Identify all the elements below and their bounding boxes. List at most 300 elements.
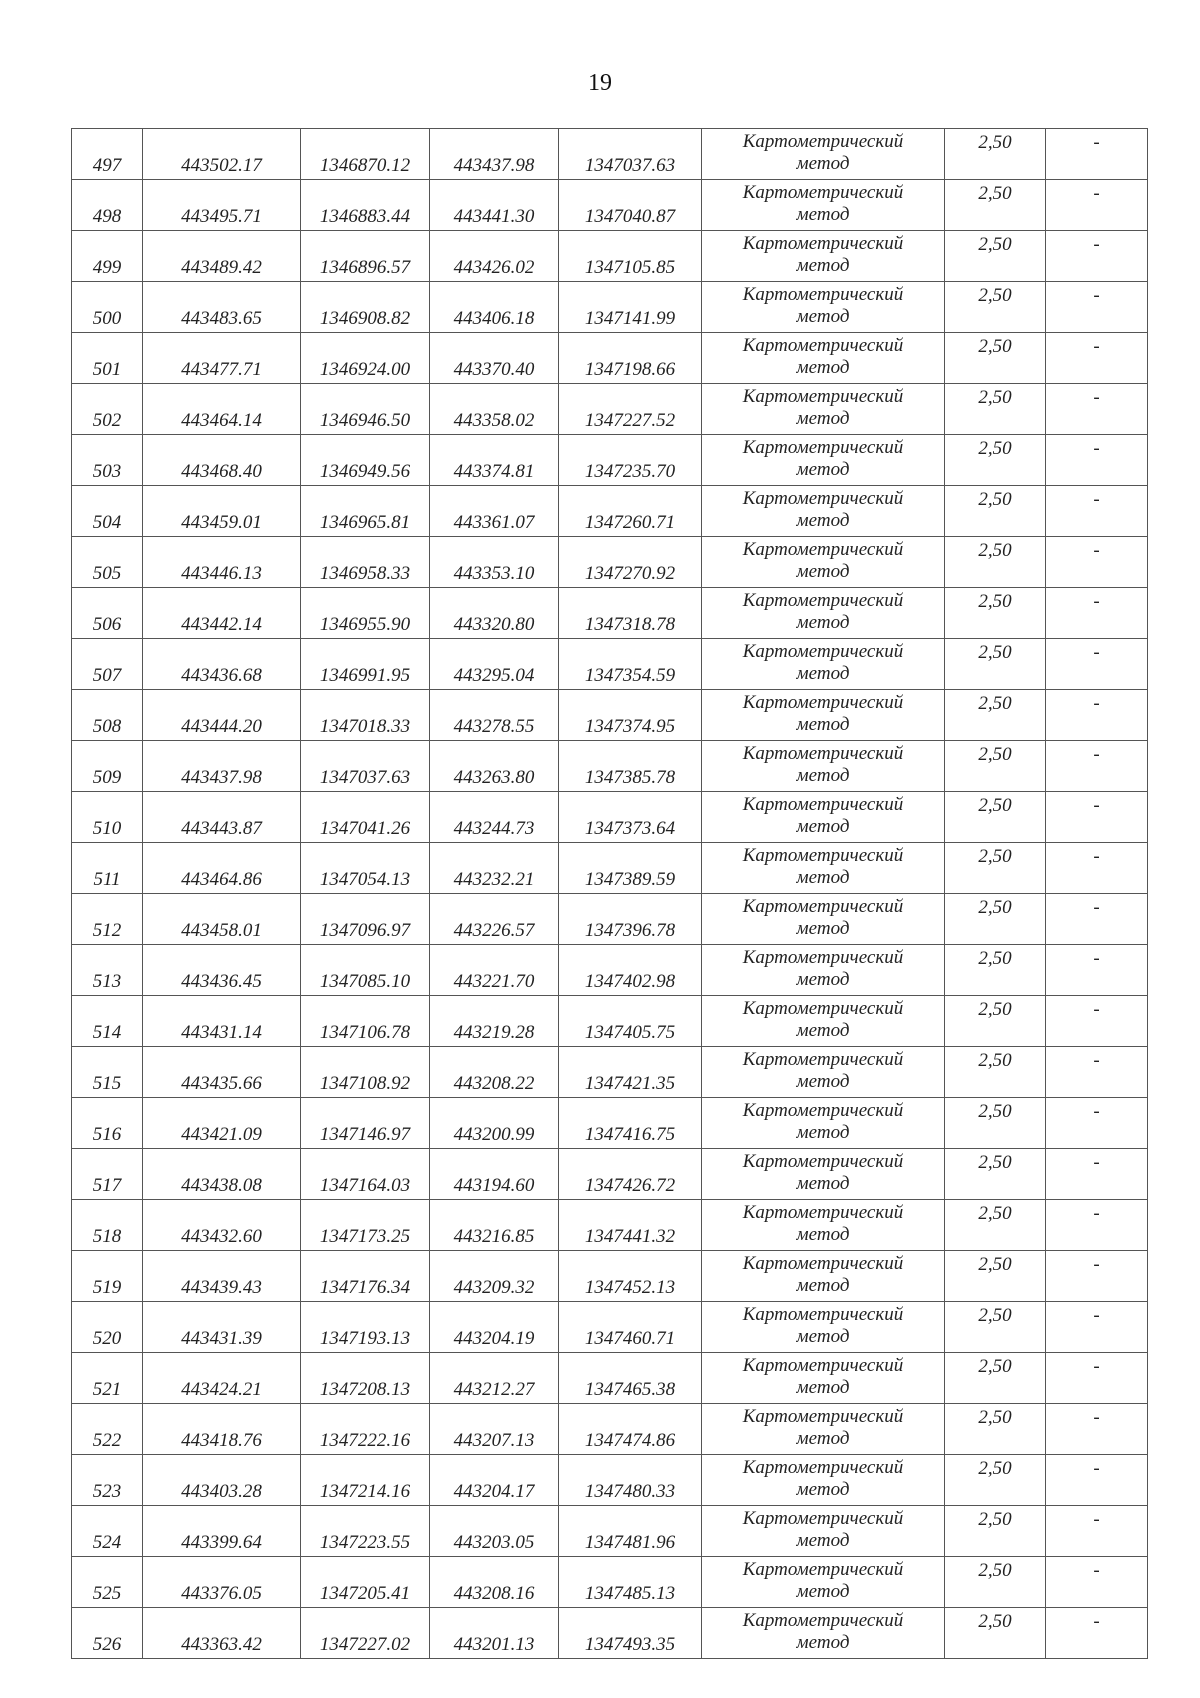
accuracy-cell: 2,50 bbox=[945, 639, 1046, 690]
new-x-cell: 443437.98 bbox=[430, 129, 559, 180]
note-cell: - bbox=[1046, 1149, 1148, 1200]
accuracy-cell: 2,50 bbox=[945, 1557, 1046, 1608]
existing-x-cell: 443403.28 bbox=[143, 1455, 301, 1506]
note-cell: - bbox=[1046, 537, 1148, 588]
method-line-1: Картометрический bbox=[742, 1202, 904, 1223]
table-row bbox=[72, 1404, 1148, 1455]
existing-x-cell: 443435.66 bbox=[143, 1047, 301, 1098]
method-line-1: Картометрический bbox=[742, 845, 904, 866]
method-cell bbox=[702, 1200, 945, 1251]
existing-x-cell: 443446.13 bbox=[143, 537, 301, 588]
existing-y-cell: 1347018.33 bbox=[301, 690, 430, 741]
new-x-cell: 443295.04 bbox=[430, 639, 559, 690]
accuracy-cell: 2,50 bbox=[945, 180, 1046, 231]
new-x-cell: 443200.99 bbox=[430, 1098, 559, 1149]
method-line-1: Картометрический bbox=[742, 743, 904, 764]
point-number-cell: 501 bbox=[72, 333, 143, 384]
method-line-2: метод bbox=[796, 1224, 850, 1245]
existing-x-cell: 443424.21 bbox=[143, 1353, 301, 1404]
new-y-cell: 1347037.63 bbox=[559, 129, 702, 180]
accuracy-cell: 2,50 bbox=[945, 945, 1046, 996]
table-row bbox=[72, 1353, 1148, 1404]
method-line-2: метод bbox=[796, 1428, 850, 1449]
point-number-cell: 512 bbox=[72, 894, 143, 945]
note-cell: - bbox=[1046, 1608, 1148, 1659]
method-line-1: Картометрический bbox=[742, 998, 904, 1019]
existing-x-cell: 443432.60 bbox=[143, 1200, 301, 1251]
accuracy-cell: 2,50 bbox=[945, 1098, 1046, 1149]
existing-x-cell: 443443.87 bbox=[143, 792, 301, 843]
accuracy-cell: 2,50 bbox=[945, 690, 1046, 741]
existing-x-cell: 443464.14 bbox=[143, 384, 301, 435]
existing-y-cell: 1346949.56 bbox=[301, 435, 430, 486]
existing-y-cell: 1346965.81 bbox=[301, 486, 430, 537]
existing-x-cell: 443459.01 bbox=[143, 486, 301, 537]
note-cell: - bbox=[1046, 1353, 1148, 1404]
method-cell bbox=[702, 690, 945, 741]
note-cell: - bbox=[1046, 741, 1148, 792]
method-cell bbox=[702, 894, 945, 945]
accuracy-cell: 2,50 bbox=[945, 1251, 1046, 1302]
note-cell: - bbox=[1046, 792, 1148, 843]
new-y-cell: 1347385.78 bbox=[559, 741, 702, 792]
new-y-cell: 1347141.99 bbox=[559, 282, 702, 333]
new-y-cell: 1347260.71 bbox=[559, 486, 702, 537]
new-x-cell: 443208.22 bbox=[430, 1047, 559, 1098]
method-line-1: Картометрический bbox=[742, 590, 904, 611]
method-line-1: Картометрический bbox=[742, 947, 904, 968]
point-number-cell: 510 bbox=[72, 792, 143, 843]
new-y-cell: 1347270.92 bbox=[559, 537, 702, 588]
method-cell bbox=[702, 792, 945, 843]
new-x-cell: 443358.02 bbox=[430, 384, 559, 435]
accuracy-cell: 2,50 bbox=[945, 792, 1046, 843]
existing-y-cell: 1347108.92 bbox=[301, 1047, 430, 1098]
new-y-cell: 1347402.98 bbox=[559, 945, 702, 996]
existing-y-cell: 1346896.57 bbox=[301, 231, 430, 282]
existing-y-cell: 1347085.10 bbox=[301, 945, 430, 996]
table-row bbox=[72, 588, 1148, 639]
note-cell: - bbox=[1046, 1251, 1148, 1302]
point-number-cell: 515 bbox=[72, 1047, 143, 1098]
point-number-cell: 521 bbox=[72, 1353, 143, 1404]
table-row bbox=[72, 1098, 1148, 1149]
method-line-2: метод bbox=[796, 1122, 850, 1143]
note-cell: - bbox=[1046, 384, 1148, 435]
existing-x-cell: 443439.43 bbox=[143, 1251, 301, 1302]
method-cell bbox=[702, 1353, 945, 1404]
accuracy-cell: 2,50 bbox=[945, 588, 1046, 639]
accuracy-cell: 2,50 bbox=[945, 741, 1046, 792]
new-x-cell: 443203.05 bbox=[430, 1506, 559, 1557]
point-number-cell: 509 bbox=[72, 741, 143, 792]
method-line-1: Картометрический bbox=[742, 233, 904, 254]
existing-y-cell: 1347227.02 bbox=[301, 1608, 430, 1659]
new-y-cell: 1347416.75 bbox=[559, 1098, 702, 1149]
note-cell: - bbox=[1046, 180, 1148, 231]
existing-y-cell: 1347173.25 bbox=[301, 1200, 430, 1251]
table-row bbox=[72, 231, 1148, 282]
existing-y-cell: 1347041.26 bbox=[301, 792, 430, 843]
method-cell bbox=[702, 1047, 945, 1098]
method-line-1: Картометрический bbox=[742, 896, 904, 917]
method-line-2: метод bbox=[796, 459, 850, 480]
new-x-cell: 443207.13 bbox=[430, 1404, 559, 1455]
note-cell: - bbox=[1046, 231, 1148, 282]
existing-x-cell: 443436.45 bbox=[143, 945, 301, 996]
method-line-1: Картометрический bbox=[742, 641, 904, 662]
accuracy-cell: 2,50 bbox=[945, 1404, 1046, 1455]
method-cell bbox=[702, 843, 945, 894]
method-line-2: метод bbox=[796, 918, 850, 939]
method-cell bbox=[702, 231, 945, 282]
method-cell bbox=[702, 741, 945, 792]
point-number-cell: 511 bbox=[72, 843, 143, 894]
point-number-cell: 504 bbox=[72, 486, 143, 537]
table-row bbox=[72, 792, 1148, 843]
existing-x-cell: 443431.39 bbox=[143, 1302, 301, 1353]
point-number-cell: 518 bbox=[72, 1200, 143, 1251]
point-number-cell: 513 bbox=[72, 945, 143, 996]
new-x-cell: 443353.10 bbox=[430, 537, 559, 588]
method-line-1: Картометрический bbox=[742, 284, 904, 305]
method-line-1: Картометрический bbox=[742, 335, 904, 356]
method-line-2: метод bbox=[796, 1173, 850, 1194]
method-line-2: метод bbox=[796, 1275, 850, 1296]
accuracy-cell: 2,50 bbox=[945, 333, 1046, 384]
point-number-cell: 505 bbox=[72, 537, 143, 588]
existing-x-cell: 443483.65 bbox=[143, 282, 301, 333]
method-line-2: метод bbox=[796, 204, 850, 225]
accuracy-cell: 2,50 bbox=[945, 1353, 1046, 1404]
note-cell: - bbox=[1046, 333, 1148, 384]
point-number-cell: 520 bbox=[72, 1302, 143, 1353]
method-line-2: метод bbox=[796, 867, 850, 888]
method-line-1: Картометрический bbox=[742, 1049, 904, 1070]
accuracy-cell: 2,50 bbox=[945, 1455, 1046, 1506]
table-row bbox=[72, 843, 1148, 894]
existing-x-cell: 443438.08 bbox=[143, 1149, 301, 1200]
method-cell bbox=[702, 945, 945, 996]
new-x-cell: 443212.27 bbox=[430, 1353, 559, 1404]
existing-y-cell: 1347208.13 bbox=[301, 1353, 430, 1404]
new-x-cell: 443209.32 bbox=[430, 1251, 559, 1302]
new-x-cell: 443194.60 bbox=[430, 1149, 559, 1200]
existing-x-cell: 443477.71 bbox=[143, 333, 301, 384]
method-line-2: метод bbox=[796, 1020, 850, 1041]
accuracy-cell: 2,50 bbox=[945, 843, 1046, 894]
note-cell: - bbox=[1046, 639, 1148, 690]
method-cell bbox=[702, 1506, 945, 1557]
point-number-cell: 506 bbox=[72, 588, 143, 639]
method-line-2: метод bbox=[796, 255, 850, 276]
note-cell: - bbox=[1046, 1455, 1148, 1506]
table-row bbox=[72, 996, 1148, 1047]
method-cell bbox=[702, 1251, 945, 1302]
table-row bbox=[72, 1557, 1148, 1608]
new-x-cell: 443204.19 bbox=[430, 1302, 559, 1353]
method-cell bbox=[702, 282, 945, 333]
new-x-cell: 443320.80 bbox=[430, 588, 559, 639]
new-y-cell: 1347452.13 bbox=[559, 1251, 702, 1302]
new-y-cell: 1347396.78 bbox=[559, 894, 702, 945]
method-cell bbox=[702, 537, 945, 588]
method-line-1: Картометрический bbox=[742, 1559, 904, 1580]
point-number-cell: 516 bbox=[72, 1098, 143, 1149]
existing-x-cell: 443437.98 bbox=[143, 741, 301, 792]
table-row bbox=[72, 1302, 1148, 1353]
existing-y-cell: 1346946.50 bbox=[301, 384, 430, 435]
existing-y-cell: 1346883.44 bbox=[301, 180, 430, 231]
method-line-1: Картометрический bbox=[742, 1406, 904, 1427]
new-x-cell: 443406.18 bbox=[430, 282, 559, 333]
new-y-cell: 1347481.96 bbox=[559, 1506, 702, 1557]
note-cell: - bbox=[1046, 690, 1148, 741]
existing-y-cell: 1346991.95 bbox=[301, 639, 430, 690]
method-cell bbox=[702, 1404, 945, 1455]
method-cell bbox=[702, 435, 945, 486]
point-number-cell: 503 bbox=[72, 435, 143, 486]
method-line-1: Картометрический bbox=[742, 794, 904, 815]
method-cell bbox=[702, 1098, 945, 1149]
method-line-2: метод bbox=[796, 153, 850, 174]
point-number-cell: 500 bbox=[72, 282, 143, 333]
method-line-1: Картометрический bbox=[742, 131, 904, 152]
method-cell bbox=[702, 180, 945, 231]
method-line-1: Картометрический bbox=[742, 692, 904, 713]
point-number-cell: 514 bbox=[72, 996, 143, 1047]
table-row bbox=[72, 180, 1148, 231]
note-cell: - bbox=[1046, 996, 1148, 1047]
table-row bbox=[72, 1251, 1148, 1302]
new-y-cell: 1347480.33 bbox=[559, 1455, 702, 1506]
accuracy-cell: 2,50 bbox=[945, 1200, 1046, 1251]
method-line-1: Картометрический bbox=[742, 1355, 904, 1376]
method-line-1: Картометрический bbox=[742, 539, 904, 560]
note-cell: - bbox=[1046, 1506, 1148, 1557]
note-cell: - bbox=[1046, 894, 1148, 945]
accuracy-cell: 2,50 bbox=[945, 1302, 1046, 1353]
point-number-cell: 502 bbox=[72, 384, 143, 435]
method-line-1: Картометрический bbox=[742, 1100, 904, 1121]
new-x-cell: 443219.28 bbox=[430, 996, 559, 1047]
new-y-cell: 1347227.52 bbox=[559, 384, 702, 435]
table-row bbox=[72, 282, 1148, 333]
existing-x-cell: 443421.09 bbox=[143, 1098, 301, 1149]
method-line-1: Картометрический bbox=[742, 182, 904, 203]
new-x-cell: 443208.16 bbox=[430, 1557, 559, 1608]
accuracy-cell: 2,50 bbox=[945, 231, 1046, 282]
page-number: 19 bbox=[588, 70, 612, 96]
method-line-2: метод bbox=[796, 663, 850, 684]
new-y-cell: 1347474.86 bbox=[559, 1404, 702, 1455]
existing-y-cell: 1346924.00 bbox=[301, 333, 430, 384]
accuracy-cell: 2,50 bbox=[945, 1149, 1046, 1200]
point-number-cell: 497 bbox=[72, 129, 143, 180]
existing-y-cell: 1347205.41 bbox=[301, 1557, 430, 1608]
table-row bbox=[72, 333, 1148, 384]
new-x-cell: 443201.13 bbox=[430, 1608, 559, 1659]
new-x-cell: 443374.81 bbox=[430, 435, 559, 486]
note-cell: - bbox=[1046, 1200, 1148, 1251]
new-x-cell: 443204.17 bbox=[430, 1455, 559, 1506]
point-number-cell: 525 bbox=[72, 1557, 143, 1608]
note-cell: - bbox=[1046, 588, 1148, 639]
method-cell bbox=[702, 1149, 945, 1200]
new-x-cell: 443216.85 bbox=[430, 1200, 559, 1251]
table-row bbox=[72, 384, 1148, 435]
existing-x-cell: 443431.14 bbox=[143, 996, 301, 1047]
existing-x-cell: 443502.17 bbox=[143, 129, 301, 180]
method-line-1: Картометрический bbox=[742, 1610, 904, 1631]
point-number-cell: 526 bbox=[72, 1608, 143, 1659]
method-line-2: метод bbox=[796, 969, 850, 990]
accuracy-cell: 2,50 bbox=[945, 384, 1046, 435]
accuracy-cell: 2,50 bbox=[945, 129, 1046, 180]
method-line-2: метод bbox=[796, 816, 850, 837]
new-x-cell: 443221.70 bbox=[430, 945, 559, 996]
new-x-cell: 443441.30 bbox=[430, 180, 559, 231]
new-x-cell: 443244.73 bbox=[430, 792, 559, 843]
existing-x-cell: 443489.42 bbox=[143, 231, 301, 282]
existing-x-cell: 443442.14 bbox=[143, 588, 301, 639]
accuracy-cell: 2,50 bbox=[945, 435, 1046, 486]
table-row bbox=[72, 1047, 1148, 1098]
note-cell: - bbox=[1046, 435, 1148, 486]
coordinates-table bbox=[71, 128, 1148, 1659]
existing-x-cell: 443376.05 bbox=[143, 1557, 301, 1608]
existing-y-cell: 1346908.82 bbox=[301, 282, 430, 333]
table-row bbox=[72, 435, 1148, 486]
method-cell bbox=[702, 588, 945, 639]
point-number-cell: 522 bbox=[72, 1404, 143, 1455]
point-number-cell: 523 bbox=[72, 1455, 143, 1506]
table-row bbox=[72, 690, 1148, 741]
method-line-2: метод bbox=[796, 408, 850, 429]
table-body bbox=[72, 129, 1148, 1659]
method-line-2: метод bbox=[796, 1326, 850, 1347]
point-number-cell: 519 bbox=[72, 1251, 143, 1302]
point-number-cell: 524 bbox=[72, 1506, 143, 1557]
method-line-2: метод bbox=[796, 612, 850, 633]
new-y-cell: 1347373.64 bbox=[559, 792, 702, 843]
existing-x-cell: 443363.42 bbox=[143, 1608, 301, 1659]
existing-y-cell: 1347214.16 bbox=[301, 1455, 430, 1506]
note-cell: - bbox=[1046, 1557, 1148, 1608]
method-line-1: Картометрический bbox=[742, 488, 904, 509]
existing-y-cell: 1347176.34 bbox=[301, 1251, 430, 1302]
new-y-cell: 1347040.87 bbox=[559, 180, 702, 231]
table-row bbox=[72, 537, 1148, 588]
new-y-cell: 1347405.75 bbox=[559, 996, 702, 1047]
new-y-cell: 1347421.35 bbox=[559, 1047, 702, 1098]
method-line-2: метод bbox=[796, 1581, 850, 1602]
existing-y-cell: 1346870.12 bbox=[301, 129, 430, 180]
existing-x-cell: 443418.76 bbox=[143, 1404, 301, 1455]
new-x-cell: 443263.80 bbox=[430, 741, 559, 792]
new-x-cell: 443361.07 bbox=[430, 486, 559, 537]
accuracy-cell: 2,50 bbox=[945, 894, 1046, 945]
new-y-cell: 1347354.59 bbox=[559, 639, 702, 690]
point-number-cell: 507 bbox=[72, 639, 143, 690]
table-row bbox=[72, 741, 1148, 792]
accuracy-cell: 2,50 bbox=[945, 486, 1046, 537]
table-row bbox=[72, 1608, 1148, 1659]
new-y-cell: 1347389.59 bbox=[559, 843, 702, 894]
method-line-2: метод bbox=[796, 561, 850, 582]
new-x-cell: 443232.21 bbox=[430, 843, 559, 894]
method-cell bbox=[702, 486, 945, 537]
method-line-1: Картометрический bbox=[742, 1508, 904, 1529]
note-cell: - bbox=[1046, 486, 1148, 537]
new-x-cell: 443226.57 bbox=[430, 894, 559, 945]
note-cell: - bbox=[1046, 129, 1148, 180]
note-cell: - bbox=[1046, 1404, 1148, 1455]
existing-y-cell: 1347037.63 bbox=[301, 741, 430, 792]
accuracy-cell: 2,50 bbox=[945, 996, 1046, 1047]
method-line-2: метод bbox=[796, 1377, 850, 1398]
table-row bbox=[72, 894, 1148, 945]
method-cell bbox=[702, 1302, 945, 1353]
method-line-1: Картометрический bbox=[742, 1151, 904, 1172]
table-row bbox=[72, 945, 1148, 996]
table-row bbox=[72, 486, 1148, 537]
new-y-cell: 1347485.13 bbox=[559, 1557, 702, 1608]
method-line-2: метод bbox=[796, 510, 850, 531]
new-y-cell: 1347465.38 bbox=[559, 1353, 702, 1404]
method-line-2: метод bbox=[796, 357, 850, 378]
method-cell bbox=[702, 1455, 945, 1506]
new-x-cell: 443370.40 bbox=[430, 333, 559, 384]
method-line-2: метод bbox=[796, 1530, 850, 1551]
point-number-cell: 498 bbox=[72, 180, 143, 231]
existing-y-cell: 1346955.90 bbox=[301, 588, 430, 639]
existing-y-cell: 1347054.13 bbox=[301, 843, 430, 894]
existing-y-cell: 1347164.03 bbox=[301, 1149, 430, 1200]
accuracy-cell: 2,50 bbox=[945, 1608, 1046, 1659]
new-x-cell: 443278.55 bbox=[430, 690, 559, 741]
existing-x-cell: 443468.40 bbox=[143, 435, 301, 486]
table-row bbox=[72, 1506, 1148, 1557]
accuracy-cell: 2,50 bbox=[945, 282, 1046, 333]
method-cell bbox=[702, 384, 945, 435]
existing-x-cell: 443399.64 bbox=[143, 1506, 301, 1557]
new-y-cell: 1347198.66 bbox=[559, 333, 702, 384]
point-number-cell: 517 bbox=[72, 1149, 143, 1200]
point-number-cell: 508 bbox=[72, 690, 143, 741]
method-line-1: Картометрический bbox=[742, 1457, 904, 1478]
method-line-2: метод bbox=[796, 1632, 850, 1653]
new-y-cell: 1347235.70 bbox=[559, 435, 702, 486]
table-row bbox=[72, 129, 1148, 180]
existing-y-cell: 1347223.55 bbox=[301, 1506, 430, 1557]
method-cell bbox=[702, 639, 945, 690]
table-row bbox=[72, 1200, 1148, 1251]
existing-x-cell: 443458.01 bbox=[143, 894, 301, 945]
method-cell bbox=[702, 996, 945, 1047]
existing-x-cell: 443495.71 bbox=[143, 180, 301, 231]
new-y-cell: 1347374.95 bbox=[559, 690, 702, 741]
method-line-1: Картометрический bbox=[742, 437, 904, 458]
method-line-1: Картометрический bbox=[742, 386, 904, 407]
existing-x-cell: 443444.20 bbox=[143, 690, 301, 741]
method-line-2: метод bbox=[796, 765, 850, 786]
point-number-cell: 499 bbox=[72, 231, 143, 282]
existing-y-cell: 1347096.97 bbox=[301, 894, 430, 945]
method-cell bbox=[702, 129, 945, 180]
existing-y-cell: 1347146.97 bbox=[301, 1098, 430, 1149]
table-row bbox=[72, 639, 1148, 690]
